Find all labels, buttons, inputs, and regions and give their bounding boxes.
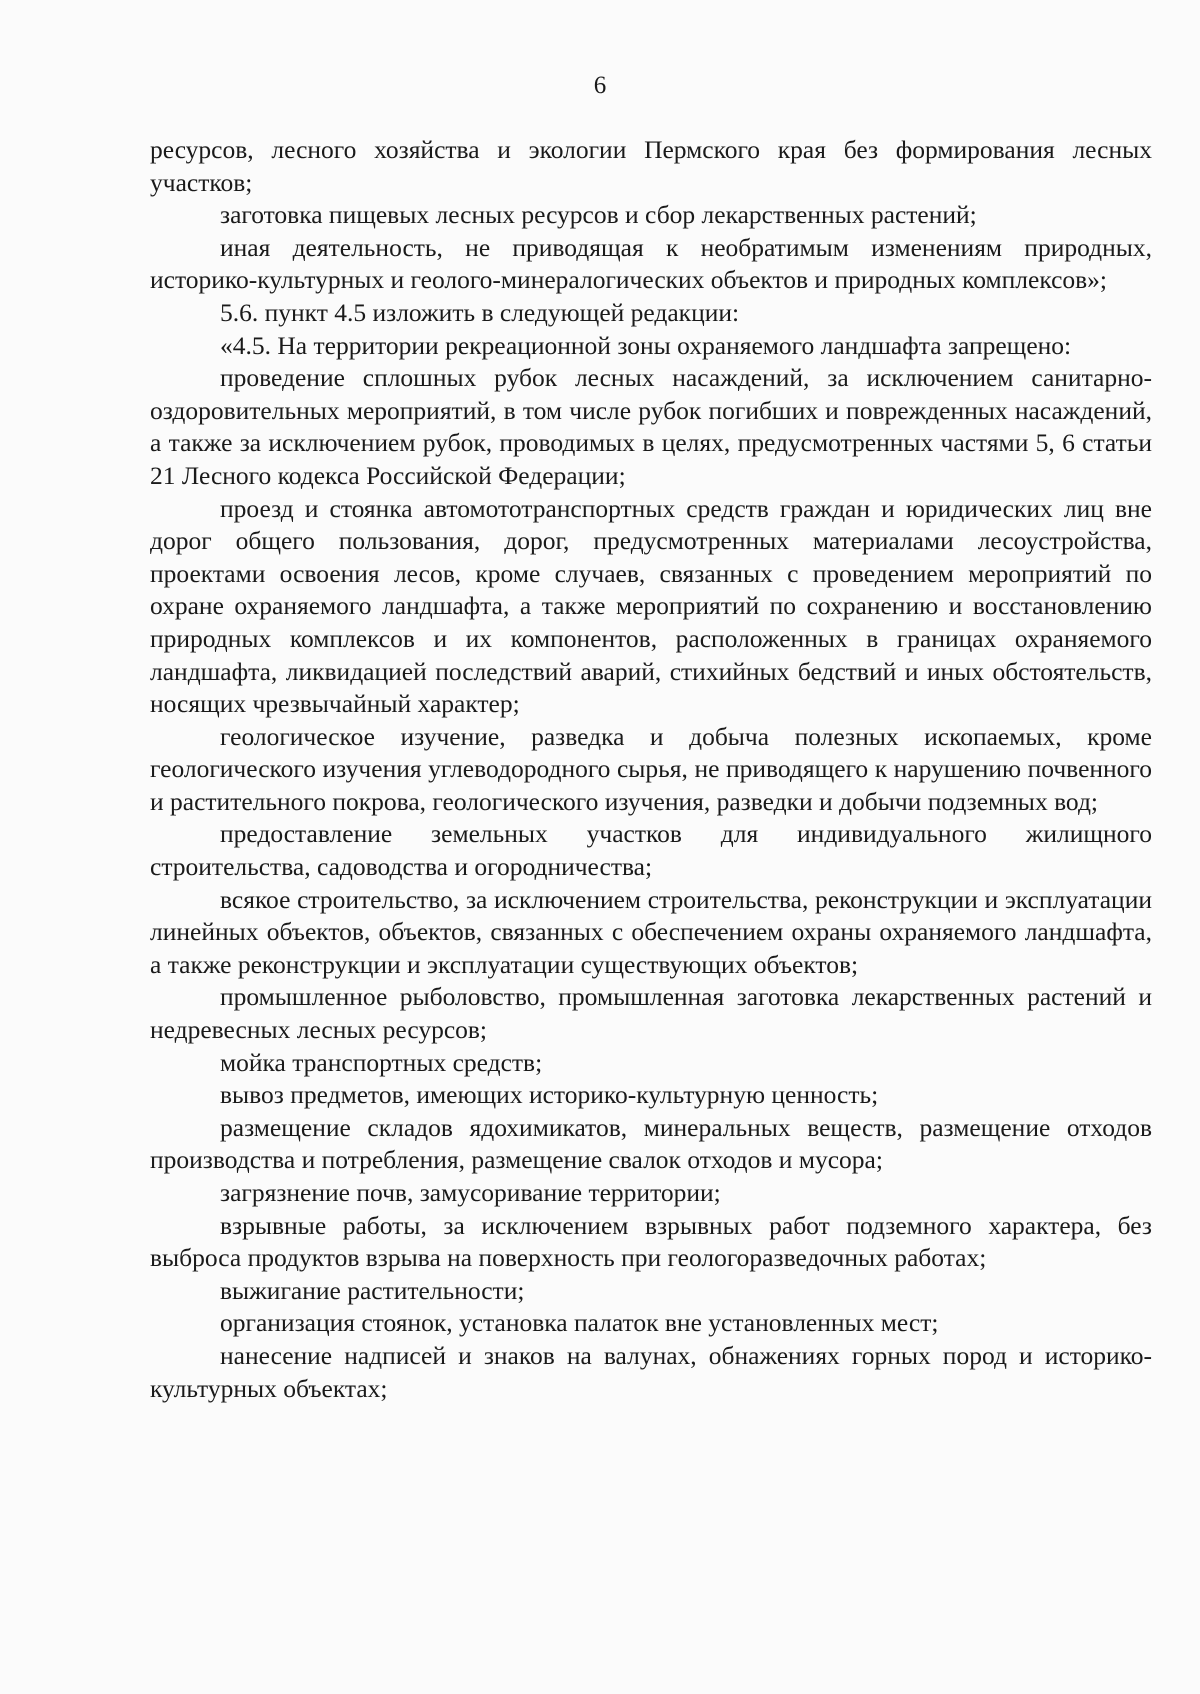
paragraph: проведение сплошных рубок лесных насаждений, за исключением санитарно-оздоровительных мероприятий, в том числе рубок погибших и поврежденных насаждений, а также за исключением рубок, проводимых в целях, предусмотренных частями 5, 6 статьи 21 Лесного кодекса Российской Федерации; bbox=[150, 363, 1152, 490]
paragraph: выжигание растительности; bbox=[220, 1275, 525, 1305]
paragraph: нанесение надписей и знаков на валунах, обнажениях горных пород и историко-культурных объектах; bbox=[150, 1340, 1152, 1403]
paragraph: вывоз предметов, имеющих историко-культурную ценность; bbox=[220, 1080, 879, 1110]
document-body bbox=[150, 134, 1152, 1405]
paragraph: предоставление земельных участков для индивидуального жилищного строительства, садоводства и огородничества; bbox=[150, 819, 1152, 882]
paragraph: геологическое изучение, разведка и добыча полезных ископаемых, кроме геологического изучения углеводородного сырья, не приводящего к нарушению почвенного и растительного покрова, геологического изучения, разведки и добычи подземных вод; bbox=[150, 721, 1152, 816]
paragraph: организация стоянок, установка палаток вне установленных мест; bbox=[220, 1308, 939, 1338]
paragraph: «4.5. На территории рекреационной зоны охраняемого ландшафта запрещено: bbox=[220, 330, 1072, 360]
paragraph: размещение складов ядохимикатов, минеральных веществ, размещение отходов производства и потребления, размещение свалок отходов и мусора; bbox=[150, 1112, 1152, 1175]
paragraph: иная деятельность, не приводящая к необратимым изменениям природных, историко-культурных и геолого-минералогических объектов и природных комплексов»; bbox=[150, 232, 1152, 295]
paragraph: проезд и стоянка автомототранспортных средств граждан и юридических лиц вне дорог общего пользования, дорог, предусмотренных материалами лесоустройства, проектами освоения лесов, кроме случаев, связанных с проведением мероприятий по охране охраняемого ландшафта, а также мероприятий по сохранению и восстановлению природных комплексов и их компонентов, расположенных в границах охраняемого ландшафта, ликвидацией последствий аварий, стихийных бедствий и иных обстоятельств, носящих чрезвычайный характер; bbox=[150, 493, 1152, 719]
paragraph: всякое строительство, за исключением строительства, реконструкции и эксплуатации линейных объектов, объектов, связанных с обеспечением охраны охраняемого ландшафта, а также реконструкции и эксплуатации существующих объектов; bbox=[150, 884, 1152, 979]
page-number: 6 bbox=[593, 72, 607, 99]
paragraph: промышленное рыболовство, промышленная заготовка лекарственных растений и недревесных лесных ресурсов; bbox=[150, 982, 1152, 1045]
paragraph: 5.6. пункт 4.5 изложить в следующей редакции: bbox=[220, 297, 740, 327]
paragraph: взрывные работы, за исключением взрывных работ подземного характера, без выброса продуктов взрыва на поверхность при геологоразведочных работах; bbox=[150, 1210, 1152, 1273]
paragraph: загрязнение почв, замусоривание территории; bbox=[220, 1178, 721, 1207]
paragraph: заготовка пищевых лесных ресурсов и сбор лекарственных растений; bbox=[220, 200, 977, 230]
paragraph: ресурсов, лесного хозяйства и экологии Пермского края без формирования лесных участков; bbox=[150, 135, 1152, 197]
paragraph: мойка транспортных средств; bbox=[220, 1047, 543, 1077]
